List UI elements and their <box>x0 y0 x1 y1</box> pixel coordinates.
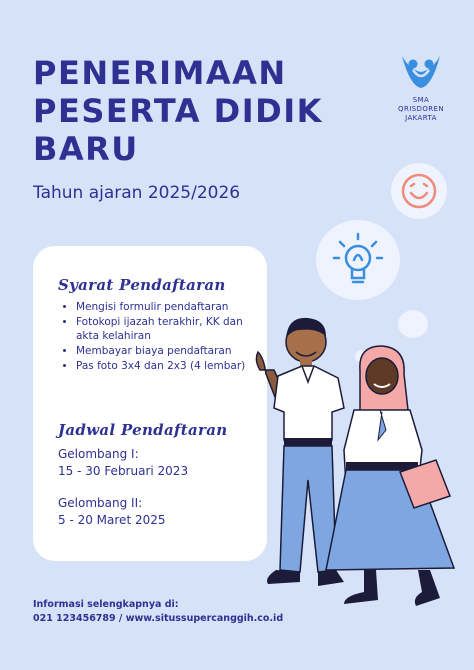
wave-2 <box>58 495 166 529</box>
lightbulb-icon <box>316 220 400 300</box>
wave-1 <box>58 446 188 480</box>
logo-line-1: SMA <box>412 96 430 104</box>
requirements-list <box>62 300 256 374</box>
schedule-title: Jadwal Pendaftaran <box>58 421 228 439</box>
poster-title: PENERIMAAN PESERTA DIDIK BARU <box>33 54 323 168</box>
list-item: • Mengisi formulir pendaftaran <box>76 300 256 314</box>
wave-label: Gelombang II: <box>58 496 143 510</box>
logo-line-3: JAKARTA <box>405 114 437 122</box>
footer-line-1: Informasi selengkapnya di: <box>33 599 179 610</box>
wave-dates: 5 - 20 Maret 2025 <box>58 513 166 527</box>
list-item: • Membayar biaya pendaftaran <box>76 344 256 358</box>
girl-student <box>326 346 454 606</box>
list-item: • Fotokopi ijazah terakhir, KK dan akta kelahiran <box>76 315 256 343</box>
smiley-icon <box>391 163 447 219</box>
wave-label: Gelombang I: <box>58 447 139 461</box>
smiley-bubble <box>391 163 447 219</box>
students-illustration <box>240 300 470 625</box>
footer-line-2: 021 123456789 / www.situssupercanggih.co.id <box>33 613 284 624</box>
school-logo-icon <box>398 52 444 92</box>
wave-dates: 15 - 30 Februari 2023 <box>58 464 189 478</box>
list-item: • Pas foto 3x4 dan 2x3 (4 lembar) <box>76 359 256 373</box>
requirements-title: Syarat Pendaftaran <box>58 276 226 294</box>
lightbulb-bubble <box>316 220 400 300</box>
academic-year: Tahun ajaran 2025/2026 <box>33 183 241 203</box>
logo-line-2: QRISDOREN <box>398 105 444 113</box>
school-logo <box>391 52 451 123</box>
